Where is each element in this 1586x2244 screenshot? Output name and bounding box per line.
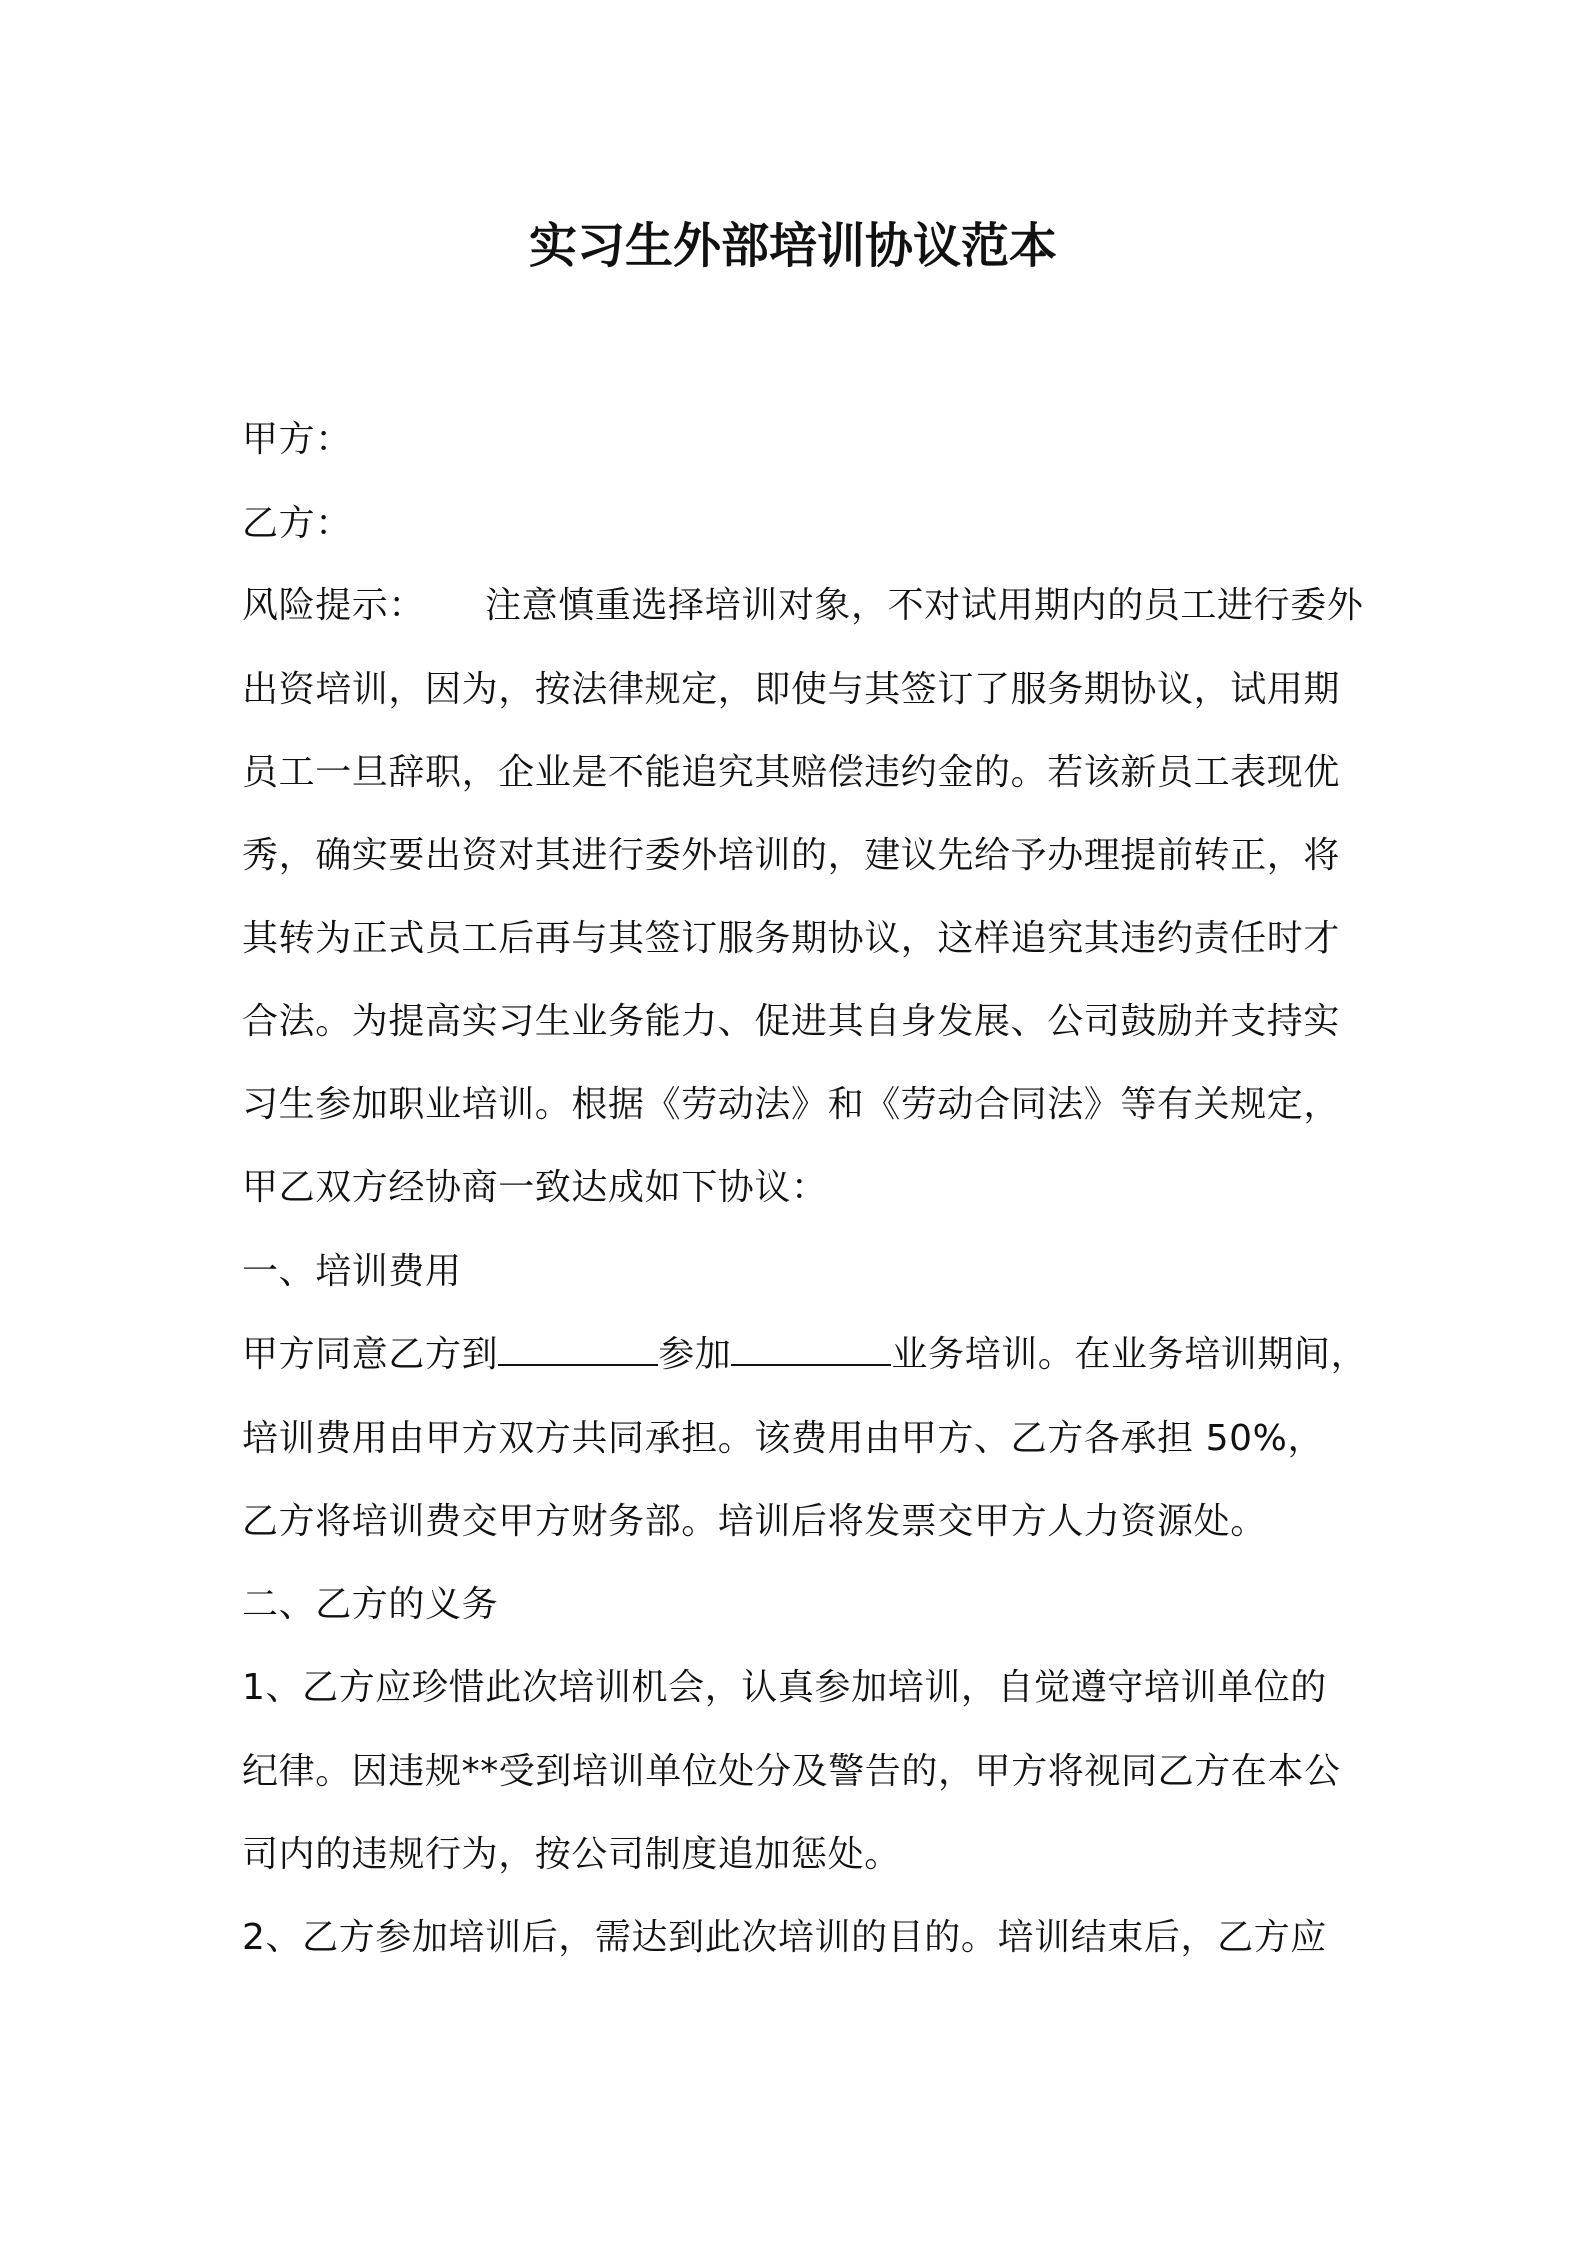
section-1-line: 乙方将培训费交甲方财务部。培训后将发票交甲方人力资源处。 bbox=[242, 1501, 1267, 1542]
risk-line: 合法。为提高实习生业务能力、促进其自身发展、公司鼓励并支持实 bbox=[242, 1001, 1341, 1042]
document-title: 实习生外部培训协议范本 bbox=[528, 218, 1057, 274]
section-1-text: 甲方同意乙方到 bbox=[242, 1334, 499, 1375]
risk-line: 其转为正式员工后再与其签订服务期协议，这样追究其违约责任时才 bbox=[242, 918, 1341, 959]
risk-line: 出资培训，因为，按法律规定，即使与其签订了服务期协议，试用期 bbox=[242, 669, 1341, 710]
section-2-item-2-line: 2、乙方参加培训后，需达到此次培训的目的。培训结束后，乙方应 bbox=[242, 1917, 1327, 1958]
section-2-heading: 二、乙方的义务 bbox=[242, 1584, 499, 1625]
section-1-text: 业务培训。在业务培训期间， bbox=[891, 1334, 1368, 1375]
risk-label: 风险提示： bbox=[242, 585, 426, 626]
section-1-heading: 一、培训费用 bbox=[242, 1251, 462, 1292]
section-1-line-with-blanks bbox=[242, 1327, 1372, 1383]
section-2-item-1-line: 纪律。因违规**受到培训单位处分及警告的，甲方将视同乙方在本公 bbox=[242, 1751, 1341, 1792]
risk-line: 习生参加职业培训。根据《劳动法》和《劳动合同法》等有关规定， bbox=[242, 1084, 1341, 1125]
section-1-line: 培训费用由甲方双方共同承担。该费用由甲方、乙方各承担 50%， bbox=[242, 1418, 1325, 1459]
party-b-label: 乙方： bbox=[242, 503, 352, 544]
section-1-text: 参加 bbox=[658, 1334, 732, 1375]
section-2-item-1-line: 1、乙方应珍惜此次培训机会，认真参加培训，自觉遵守培训单位的 bbox=[242, 1667, 1327, 1708]
risk-line: 注意慎重选择培训对象，不对试用期内的员工进行委外 bbox=[485, 585, 1364, 626]
fill-in-blank-training[interactable] bbox=[731, 1334, 891, 1366]
risk-first-line bbox=[242, 578, 1372, 634]
section-2-item-1-line: 司内的违规行为，按公司制度追加惩处。 bbox=[242, 1834, 901, 1875]
party-a-label: 甲方： bbox=[242, 419, 352, 460]
risk-line: 甲乙双方经协商一致达成如下协议： bbox=[242, 1167, 828, 1208]
fill-in-blank-location[interactable] bbox=[498, 1334, 658, 1366]
risk-line: 员工一旦辞职，企业是不能追究其赔偿违约金的。若该新员工表现优 bbox=[242, 752, 1341, 793]
risk-line: 秀，确实要出资对其进行委外培训的，建议先给予办理提前转正，将 bbox=[242, 835, 1341, 876]
